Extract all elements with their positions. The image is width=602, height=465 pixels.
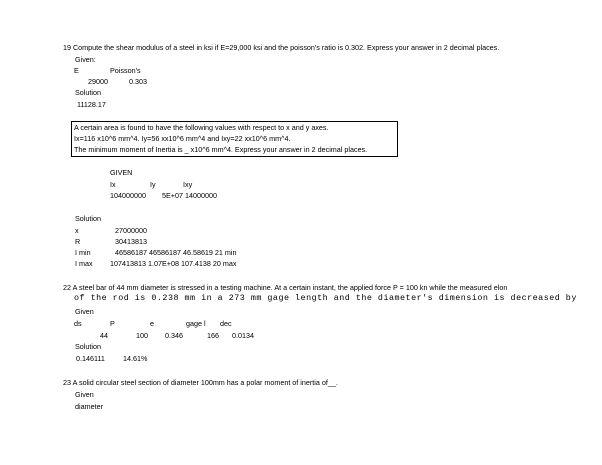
q23-question: 23 A solid circular steel section of diameter 100mm has a polar moment of inertia of__.: [63, 378, 338, 387]
q20-line2: Ix=116 x10^6 mm^4. Iy=56 xx10^6 mm^4 and Ixy=22 xx10^6 mm^4.: [74, 134, 291, 143]
q22-dec-header: dec: [220, 319, 232, 328]
q20-ix-header: Ix: [110, 180, 116, 189]
q19-question: 19 Compute the shear modulus of a steel in ksi if E=29,000 ksi and the poisson's ratio is 0.302. Express your answer in 2 decimal places.: [63, 43, 500, 52]
q19-given-label: Given:: [75, 55, 96, 64]
q22-gage-value: 166: [207, 331, 219, 340]
q22-e-value: 0.346: [165, 331, 183, 340]
q22-question: 22 A steel bar of 44 mm diameter is stressed in a testing machine. At a certain instant, the applied force P = 100 kn while the measured elon: [63, 283, 508, 292]
q19-e-value: 29000: [88, 77, 108, 86]
q19-poisson-value: 0.303: [129, 77, 147, 86]
q20-ix-value: 104000000: [110, 191, 146, 200]
q20-r-label: R: [75, 237, 81, 246]
q20-imin-label: I min: [75, 248, 91, 257]
q20-line3: The minimum moment of Inertia is _ x10^6 mm^4. Express your answer in 2 decimal places.: [74, 145, 368, 154]
q22-e-header: e: [150, 319, 154, 328]
q22-answer1: 0.146111: [76, 354, 105, 363]
q22-given-label: Given: [75, 307, 94, 316]
q22-gage-header: gage l: [186, 319, 206, 328]
q20-x-value: 27000000: [115, 226, 147, 235]
q23-diameter-label: diameter: [75, 402, 103, 411]
q20-line1: A certain area is found to have the following values with respect to x and y axes.: [74, 123, 329, 132]
q19-poisson-header: Poisson's: [110, 66, 141, 75]
q22-p-value: 100: [136, 331, 148, 340]
q20-r-value: 30413813: [115, 237, 147, 246]
q22-ds-header: ds: [74, 319, 82, 328]
q20-x-label: x: [75, 226, 79, 235]
q20-imax-label: I max: [75, 259, 93, 268]
q20-ixy-header: Ixy: [183, 180, 193, 189]
q22-answer2: 14.61%: [123, 354, 148, 363]
q22-dec-value: 0.0134: [232, 331, 254, 340]
q22-continuation: of the rod is 0.238 mm in a 273 mm gage length and the diameter's dimension is decreased by: [74, 293, 577, 303]
q20-imin-values: 46586187 46586187 46.58619 21 min: [115, 248, 237, 257]
q19-answer: 11128.17: [77, 100, 106, 109]
q20-given-label: GIVEN: [110, 168, 133, 177]
q22-solution-label: Solution: [75, 342, 101, 351]
q19-e-header: E: [74, 66, 79, 75]
q22-p-header: P: [110, 319, 115, 328]
q20-imax-values: 107413813 1.07E+08 107.4138 20 max: [110, 259, 237, 268]
q23-given-label: Given: [75, 390, 94, 399]
q20-iy-header: Iy: [150, 180, 156, 189]
q22-ds-value: 44: [100, 331, 108, 340]
q20-iy-ixy-values: 5E+07 14000000: [162, 191, 217, 200]
q20-solution-label: Solution: [75, 214, 101, 223]
q19-solution-label: Solution: [75, 88, 101, 97]
